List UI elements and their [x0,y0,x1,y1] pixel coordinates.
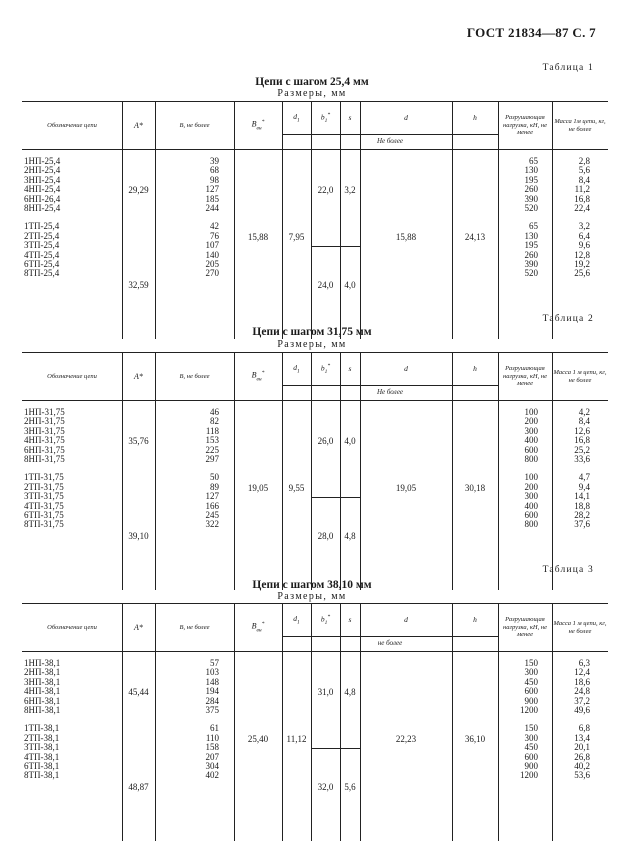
col-header-d1: $d_1$ [293,111,300,124]
table-cell: 82 [210,416,219,427]
s-value: 4,8 [344,687,356,697]
table-title: Цепи с шагом 25,4 мм [255,76,369,88]
table-cell: 245 [205,509,219,520]
col-header-h: h [473,614,477,624]
col-header-b1: $b_1^*$ [320,362,331,375]
table-cell: 520 [524,268,538,279]
table-cell: 800 [524,519,538,530]
table-cell: 2НП-25,4 [24,165,61,176]
s-value: 5,6 [344,782,356,792]
table-cell: 1200 [520,704,538,715]
table-cell: 16,8 [574,193,590,204]
table-cell: 18,6 [574,676,590,687]
col-header-d1: $d_1$ [293,613,300,626]
table-cell: 4НП-38,1 [24,686,61,697]
table-cell: 26,8 [574,751,590,762]
table-cell: 2НП-38,1 [24,667,61,678]
table-cell: 4,2 [578,407,590,417]
table-cell: 900 [524,695,538,706]
table-cell: 520 [524,202,538,213]
table-cell: 8НП-31,75 [24,453,65,464]
table-cell: 25,2 [574,444,590,455]
table-cell: 260 [524,184,538,195]
table-cell: 6,4 [578,230,590,241]
table-cell: 390 [524,258,538,269]
s-value: 3,2 [344,185,356,195]
table-cell: 300 [524,491,538,502]
table-cell: 9,6 [578,240,590,251]
table-cell: 33,6 [574,453,590,464]
table-cell: 166 [205,500,219,511]
col-header-load: Разрушающая нагрузка, кН, не менее [503,365,547,388]
table-cell: 300 [524,425,538,436]
table-cell: 200 [524,416,538,427]
col-header-s: s [348,614,352,624]
table-cell: 37,2 [574,695,590,706]
table-cell: 3НП-38,1 [24,676,61,687]
table-cell: 6ТП-38,1 [24,760,60,771]
table-cell: 2ТП-38,1 [24,732,60,743]
col-header-a: А* [134,120,143,130]
col-header-b: В, не более [179,121,210,129]
table-cell: 28,2 [574,509,590,520]
d-value: 15,88 [395,232,417,242]
table-cell: 110 [205,732,219,743]
table-cell: 50 [210,472,219,483]
table-cell: 2ТП-25,4 [24,230,60,241]
b1-value: 22,0 [317,185,334,195]
table-subtitle: Размеры, мм [277,339,347,350]
col-header-d: d [404,363,408,373]
col-header-a: А* [134,371,143,381]
table-cell: 14,1 [574,491,590,502]
table-cell: 158 [205,742,219,753]
s-value: 4,0 [344,280,356,290]
table-cell: 3НП-31,75 [24,425,65,436]
col-header-d: d [404,112,408,122]
table-cell: 6ТП-31,75 [24,509,64,520]
bvn-value: 19,05 [247,483,269,493]
h-value: 30,18 [464,483,486,493]
table-cell: 61 [210,723,219,734]
table-header [22,352,608,401]
table-cell: 130 [524,230,538,241]
table-cell: 11,2 [574,184,590,195]
col-header-d: d [404,614,408,624]
table-cell: 400 [524,500,538,511]
table-cell: 1ТП-25,4 [24,221,60,232]
table-cell: 76 [210,230,219,241]
table-cell: 322 [205,519,219,530]
mass-column [552,157,590,279]
table-cell: 195 [524,174,538,185]
col-header-b1: $b_1^*$ [320,111,331,124]
table-cell: 57 [210,658,219,668]
col-header-bvn: $В_{вн}^*$ [251,370,265,383]
a-value: 45,44 [128,687,149,697]
table-cell: 12,6 [574,425,590,436]
table-cell: 194 [205,686,219,697]
table-cell: 2,8 [578,156,590,166]
table-cell: 6ТП-25,4 [24,258,60,269]
table-cell: 402 [205,770,219,781]
table-cell: 1НП-31,75 [24,407,65,417]
col-header-mass: Масса 1 м цепи, кг, не более [553,369,607,384]
table-cell: 65 [529,221,538,232]
page-header: ГОСТ 21834—87 С. 7 [466,25,596,40]
d1-value: 7,95 [288,232,305,242]
table-cell: 195 [524,240,538,251]
table-cell: 42 [210,221,219,232]
d-value: 22,23 [395,734,417,744]
data-table [22,101,608,339]
table-header [22,603,608,652]
not-more-label: Не более [376,388,404,396]
table-cell: 12,8 [574,249,590,260]
col-header-d1: $d_1$ [293,362,300,375]
table-cell: 12,4 [574,667,590,678]
designation-column [24,157,119,279]
table-subtitle: Размеры, мм [277,88,347,99]
table-cell: 37,6 [574,519,590,530]
table-cell: 18,8 [574,500,590,511]
table-body [22,650,608,841]
a-value: 29,29 [128,185,149,195]
table-cell: 300 [524,667,538,678]
b-column [155,408,219,530]
table-cell: 3ТП-38,1 [24,742,60,753]
table-cell: 148 [205,676,219,687]
table-cell: 600 [524,444,538,455]
table-cell: 22,4 [574,202,590,213]
data-table [22,603,608,841]
table-cell: 127 [205,184,219,195]
h-value: 36,10 [464,734,486,744]
table-cell: 20,1 [574,742,590,753]
table-cell: 205 [205,258,219,269]
col-header-bvn: $В_{вн}^*$ [251,119,265,132]
table-cell: 8ТП-38,1 [24,770,60,781]
b-column [155,157,219,279]
d-value: 19,05 [395,483,417,493]
table-cell: 6,8 [578,723,590,734]
table-cell: 225 [205,444,219,455]
table-cell: 150 [524,658,538,668]
b1-value: 32,0 [317,782,334,792]
table-cell: 3ТП-25,4 [24,240,60,251]
table-cell: 1200 [520,770,538,781]
table-cell: 40,2 [574,760,590,771]
mass-column [552,659,590,781]
table-cell: 450 [524,742,538,753]
table-cell: 3,2 [578,221,590,232]
col-header-s: s [348,112,352,122]
col-header-designation: Обозначение цепи [47,372,97,380]
table-header [22,101,608,150]
table-cell: 46 [210,407,219,417]
table-cell: 300 [524,732,538,743]
table-cell: 8ТП-31,75 [24,519,64,530]
table-cell: 8ТП-25,4 [24,268,60,279]
table-cell: 100 [524,407,538,417]
table-cell: 118 [205,425,219,436]
table-cell: 6,3 [578,658,590,668]
col-header-mass: Масса 1 м цепи, кг, не более [553,620,607,635]
table-cell: 107 [205,240,219,251]
table-title: Цепи с шагом 31,75 мм [252,326,372,338]
table-cell: 900 [524,760,538,771]
table-cell: 304 [205,760,219,771]
table-cell: 8,4 [578,416,590,427]
table-cell: 450 [524,676,538,687]
a-value: 35,76 [128,436,149,446]
table-cell: 19,2 [574,258,590,269]
table-cell: 39 [210,156,219,166]
table-cell: 4НП-31,75 [24,435,65,446]
b-column [155,659,219,781]
table-cell: 53,6 [574,770,590,781]
table-cell: 3ТП-31,75 [24,491,64,502]
col-header-b: В, не более [179,372,210,380]
col-header-load: Разрушающая нагрузка, кН, не менее [503,616,547,639]
table-cell: 200 [524,481,538,492]
col-header-s: s [348,363,352,373]
col-header-a: А* [134,622,143,632]
load-column [498,157,538,279]
s-value: 4,0 [344,436,356,446]
s-value: 4,8 [344,531,356,541]
b1-value: 28,0 [317,531,334,541]
table-cell: 6НП-26,4 [24,193,61,204]
table-cell: 5,6 [578,165,590,176]
col-header-designation: Обозначение цепи [47,623,97,631]
load-column [498,408,538,530]
table-cell: 49,6 [574,704,590,715]
table-cell: 16,8 [574,435,590,446]
table-cell: 800 [524,453,538,464]
b1-value: 31,0 [317,687,334,697]
table-title: Цепи с шагом 38,10 мм [252,579,372,591]
table-body [22,399,608,590]
table-subtitle: Размеры, мм [277,591,347,602]
table-cell: 297 [205,453,219,464]
table-cell: 400 [524,435,538,446]
table-cell: 68 [210,165,219,176]
d1-value: 11,12 [286,734,307,744]
table-cell: 1НП-38,1 [24,658,61,668]
table-cell: 2НП-31,75 [24,416,65,427]
a-value: 39,10 [128,531,149,541]
d1-value: 9,55 [288,483,305,493]
col-header-mass: Масса 1м цепи, кг, не более [554,118,606,133]
table-cell: 1ТП-31,75 [24,472,64,483]
col-header-b1: $b_1^*$ [320,613,331,626]
table-cell: 4ТП-31,75 [24,500,64,511]
table-cell: 65 [529,156,538,166]
col-header-h: h [473,363,477,373]
table-cell: 25,6 [574,268,590,279]
data-table [22,352,608,590]
table-label: Таблица 1 [542,63,594,73]
table-cell: 6НП-38,1 [24,695,61,706]
table-cell: 103 [205,667,219,678]
table-cell: 4,7 [578,472,590,483]
table-cell: 207 [205,751,219,762]
table-cell: 100 [524,472,538,483]
table-cell: 600 [524,509,538,520]
table-cell: 6НП-31,75 [24,444,65,455]
table-cell: 4ТП-38,1 [24,751,60,762]
table-cell: 260 [524,249,538,260]
table-cell: 8НП-25,4 [24,202,61,213]
table-cell: 24,8 [574,686,590,697]
table-cell: 140 [205,249,219,260]
table-cell: 390 [524,193,538,204]
table-label: Таблица 3 [542,565,594,575]
b1-value: 24,0 [317,280,334,290]
table-cell: 2ТП-31,75 [24,481,64,492]
table-body [22,148,608,339]
col-header-h: h [473,112,477,122]
table-cell: 127 [205,491,219,502]
table-cell: 13,4 [574,732,590,743]
not-more-label: Не более [376,137,404,145]
table-cell: 600 [524,686,538,697]
table-cell: 1ТП-38,1 [24,723,60,734]
bvn-value: 25,40 [247,734,269,744]
table-cell: 130 [524,165,538,176]
table-cell: 244 [205,202,219,213]
table-cell: 185 [205,193,219,204]
table-cell: 1НП-25,4 [24,156,61,166]
designation-column [24,659,119,781]
col-header-bvn: $В_{вн}^*$ [251,621,265,634]
table-cell: 98 [210,174,219,185]
a-value: 32,59 [128,280,149,290]
table-cell: 270 [205,268,219,279]
table-label: Таблица 2 [542,314,594,324]
table-cell: 89 [210,481,219,492]
table-cell: 8НП-38,1 [24,704,61,715]
col-header-designation: Обозначение цепи [47,121,97,129]
col-header-load: Разрушающая нагрузка, кН, не менее [503,114,547,137]
mass-column [552,408,590,530]
a-value: 48,87 [128,782,149,792]
load-column [498,659,538,781]
table-cell: 153 [205,435,219,446]
table-cell: 284 [205,695,219,706]
table-cell: 375 [205,704,219,715]
col-header-b: В, не более [179,623,210,631]
table-cell: 600 [524,751,538,762]
designation-column [24,408,119,530]
table-cell: 9,4 [578,481,590,492]
bvn-value: 15,88 [247,232,269,242]
table-cell: 150 [524,723,538,734]
table-cell: 4НП-25,4 [24,184,61,195]
table-cell: 8,4 [578,174,590,185]
h-value: 24,13 [464,232,486,242]
b1-value: 26,0 [317,436,334,446]
not-more-label: не более [377,639,403,647]
table-cell: 3НП-25,4 [24,174,61,185]
table-cell: 4ТП-25,4 [24,249,60,260]
